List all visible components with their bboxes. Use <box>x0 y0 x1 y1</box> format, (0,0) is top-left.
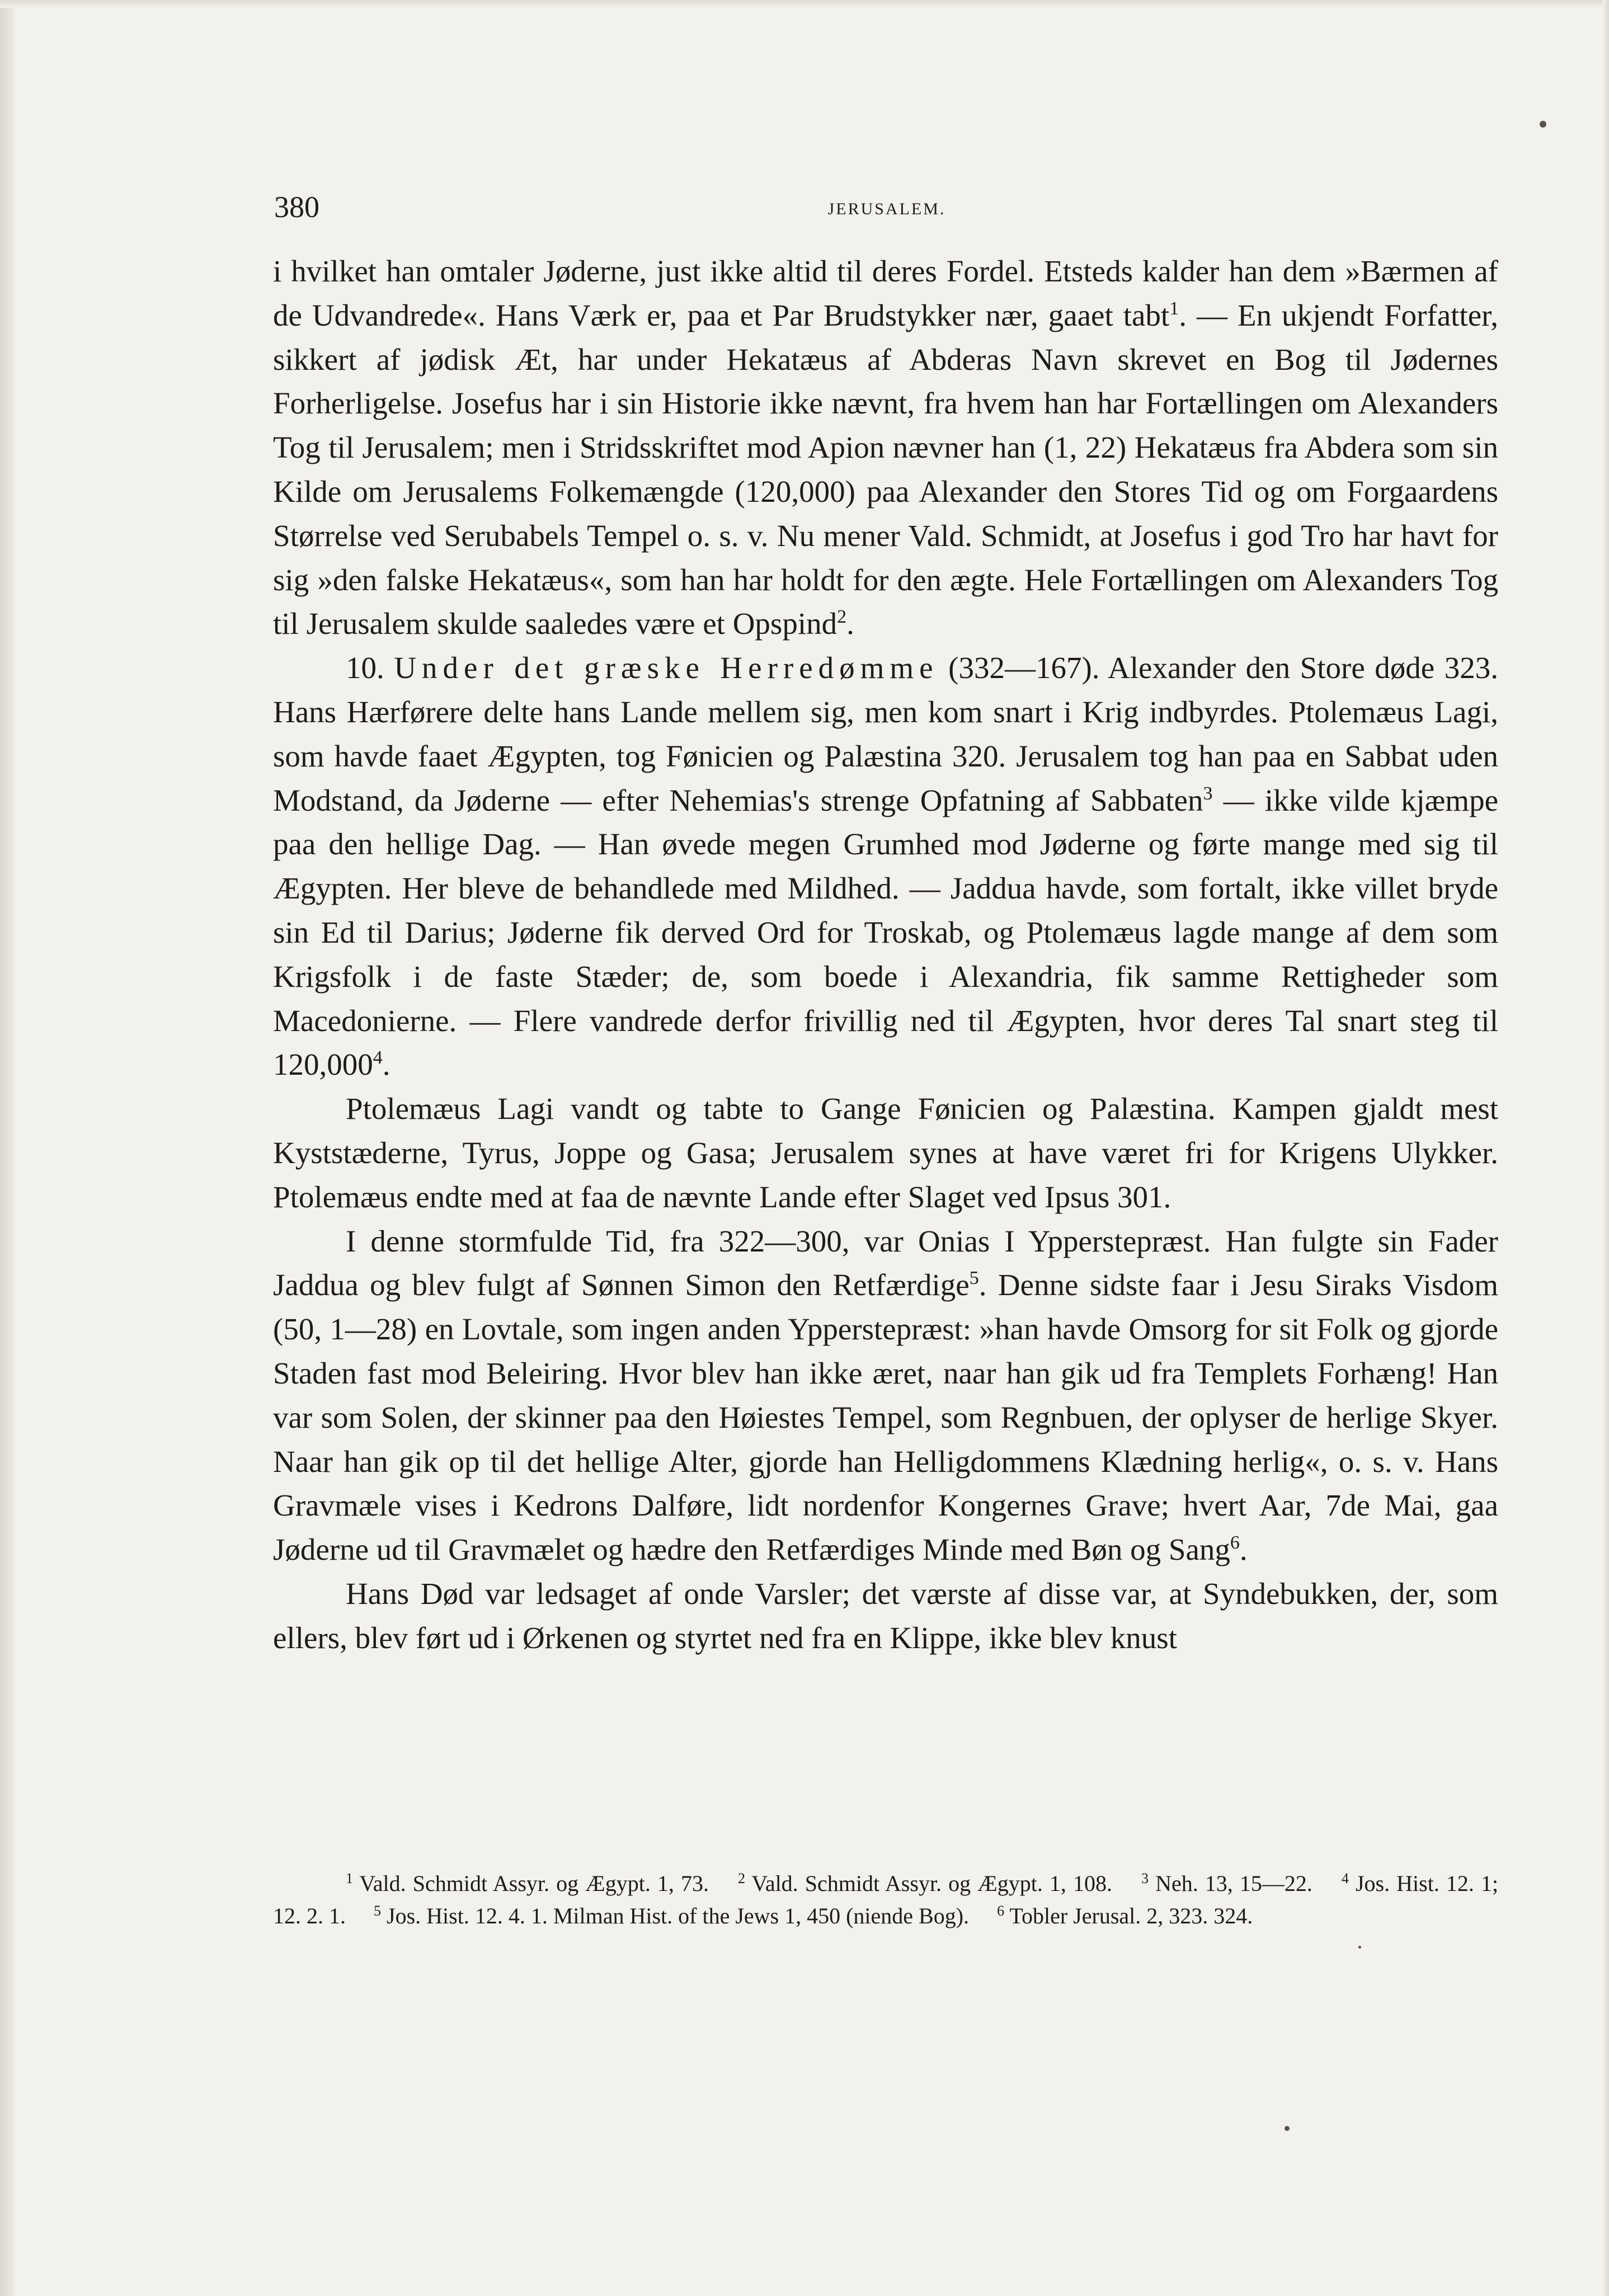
footnote-ref: 5 <box>969 1268 979 1289</box>
paragraph: Hans Død var ledsaget af onde Varsler; det værste af disse var, at Syndebukken, der, som ellers, blev ført ud i Ørkenen og styrtet ned fra en Klippe, ikke blev knust <box>273 1576 1498 1655</box>
footnote-ref: 6 <box>1230 1532 1240 1554</box>
page-edge-right <box>1602 0 1609 2296</box>
footnote: $^6$ Tobler Jerusal. 2, 323. 324. <box>997 1903 1253 1928</box>
section-paragraph: 10. Under det græske Herredømme (332—167). Alexander den Store døde 323. Hans Hærførere delte hans Lande mellem sig, men kom snart i Krig indbyrdes. Ptolemæus Lagi, som havde faaet Ægypten, tog Fønicien og Palæstina 320. Jerusalem tog han paa en Sabbat uden Modstand, da Jøderne — efter Nehemias's strenge Opfatning af Sabbaten$^3$ — ikke vilde kjæmpe paa den hellige Dag. — Han øvede megen Grumhed mod Jøderne og førte mange med sig til Ægypten. Her bleve de behandlede med Mildhed. — Jaddua havde, som fortalt, ikke villet bryde sin Ed til Darius; Jøderne fik derved Ord for Troskab, og Ptolemæus lagde mange af dem som Krigsfolk i de faste Stæder; de, som boede i Alexandria, fik samme Rettigheder som Macedonierne. — Flere vandrede derfor frivillig ned til Ægypten, hvor deres Tal snart steg til 120,000$^4$. <box>273 651 1499 1082</box>
footnotes <box>273 1867 1498 1932</box>
footnote: $^5$ Jos. Hist. 12. 4. 1. Milman Hist. of the Jews 1, 450 (niende Bog). <box>374 1903 970 1928</box>
footnote: $^4$ Jos. Hist. 12. 1; 12. 2. 1. <box>273 1870 1499 1928</box>
footnote-ref: 4 <box>373 1047 383 1069</box>
section-number: 10. <box>346 651 384 685</box>
paragraph: I denne stormfulde Tid, fra 322—300, var Onias I Ypperstepræst. Han fulgte sin Fader Jaddua og blev fulgt af Sønnen Simon den Retfærdige$^5$. Denne sidste faar i Jesu Siraks Visdom (50, 1—28) en Lovtale, som ingen anden Ypperstepræst: »han havde Omsorg for sit Folk og gjorde Staden fast mod Beleiring. Hvor blev han ikke æret, naar han gik ud fra Templets Forhæng! Han var som Solen, der skinner paa den Høiestes Tempel, som Regnbuen, der oplyser de herlige Skyer. Naar han gik op til det hellige Alter, gjorde han Helligdommens Klædning herlig«, o. s. v. Hans Gravmæle vises i Kedrons Dalføre, lidt nordenfor Kongernes Grave; hvert Aar, 7de Mai, gaa Jøderne ud til Gravmælet og hædre den Retfærdiges Minde med Bøn og Sang$^6$. <box>273 1224 1498 1567</box>
ink-speck <box>1358 1946 1361 1949</box>
page-number: 380 <box>274 190 319 224</box>
footnote: $^1$ Vald. Schmidt Assyr. og Ægypt. 1, 73. <box>346 1870 709 1896</box>
paragraph: Ptolemæus Lagi vandt og tabte to Gange Fønicien og Palæstina. Kampen gjaldt mest Kyststæderne, Tyrus, Joppe og Gasa; Jerusalem synes at have været fri for Krigens Ulykker. Ptolemæus endte med at faa de nævnte Lande efter Slaget ved Ipsus 301. <box>273 1091 1498 1214</box>
page-edge-left <box>0 0 15 2296</box>
ink-speck <box>1285 2126 1290 2131</box>
footnote-block <box>273 1867 1498 1932</box>
ink-speck <box>1540 121 1546 128</box>
body-text <box>273 250 1498 1660</box>
page-edge-top <box>0 0 1609 8</box>
footnote: $^3$ Neh. 13, 15—22. <box>1141 1870 1312 1896</box>
running-title: JERUSALEM. <box>827 200 946 218</box>
footnote-ref: 2 <box>837 606 847 628</box>
paragraph-continued: i hvilket han omtaler Jøderne, just ikke altid til deres Fordel. Etsteds kalder han dem »Bærmen af de Udvandrede«. Hans Værk er, paa et Par Brudstykker nær, gaaet tabt$^1$. — En ukjendt Forfatter, sikkert af jødisk Æt, har under Hekatæus af Abderas Navn skrevet en Bog til Jødernes Forherligelse. Josefus har i sin Historie ikke nævnt, fra hvem han har Fortællingen om Alexanders Tog til Jerusalem; men i Stridsskriftet mod Apion nævner han (1, 22) Hekatæus fra Abdera som sin Kilde om Jerusalems Folkemængde (120,000) paa Alexander den Stores Tid og om Forgaardens Størrelse ved Serubabels Tempel o. s. v. Nu mener Vald. Schmidt, at Josefus i god Tro har havt for sig »den falske Hekatæus«, som han har holdt for den ægte. Hele Fortællingen om Alexanders Tog til Jerusalem skulde saaledes være et Opspind$^2$. <box>273 254 1498 641</box>
footnote-ref: 1 <box>1169 298 1179 319</box>
footnote: $^2$ Vald. Schmidt Assyr. og Ægypt. 1, 108. <box>738 1870 1112 1896</box>
section-heading: Under det græske Herredømme <box>394 651 939 685</box>
page-header <box>274 185 1499 235</box>
footnote-ref: 3 <box>1203 783 1213 804</box>
